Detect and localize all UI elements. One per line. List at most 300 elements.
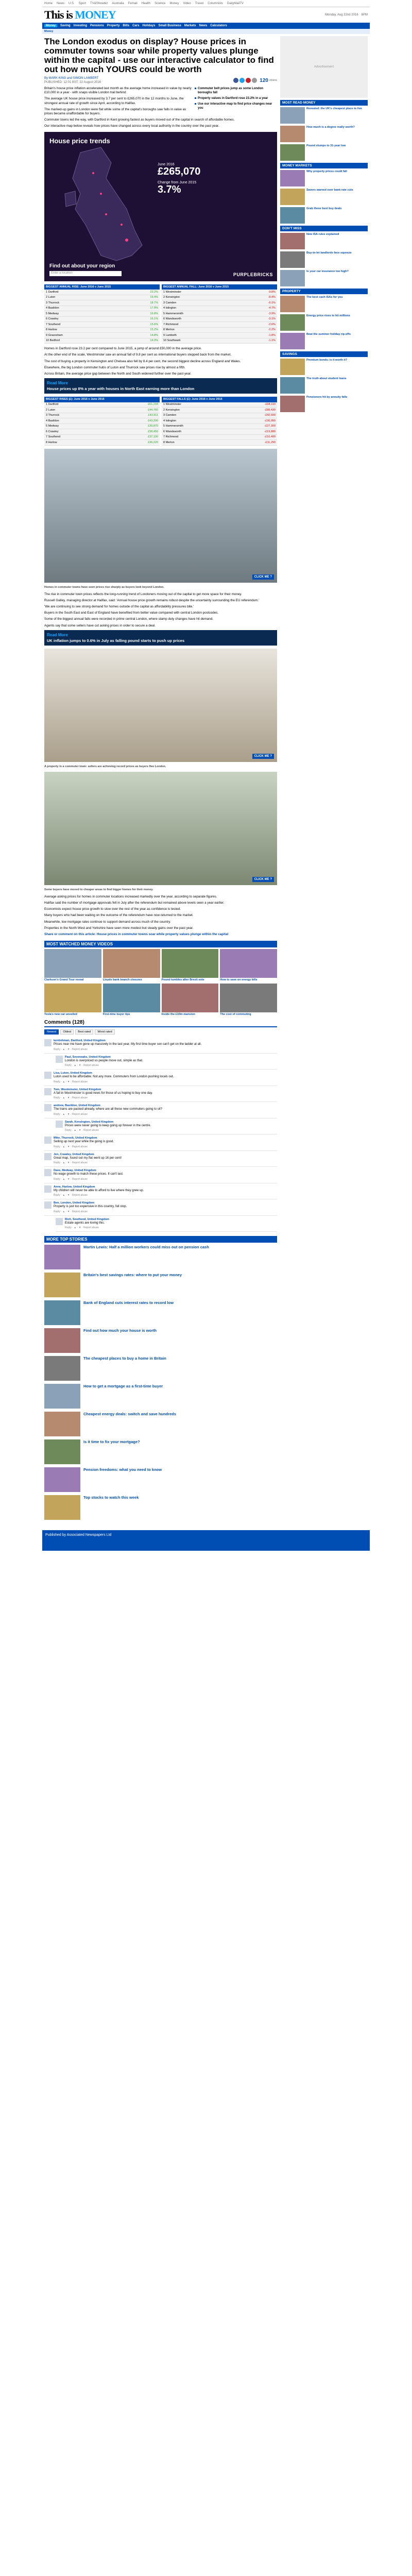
comment-author[interactable]: Tom, Westminster, United Kingdom (54, 1088, 101, 1091)
article-paragraph: Elsewhere, the big London commuter hubs of Luton and Thurrock saw prices rise by almost a fifth. (44, 365, 185, 369)
story-item[interactable] (44, 1384, 277, 1409)
comment (44, 1151, 277, 1167)
sidebar-section-heading: DON'T MISS (280, 226, 368, 231)
comment-tab-oldest[interactable]: Oldest (60, 1029, 74, 1035)
sidebar-ad: Advertisement (280, 36, 368, 98)
sidebar-story[interactable] (280, 270, 368, 286)
nav-item-holidays[interactable]: Holidays (142, 24, 156, 27)
comment (44, 1199, 277, 1216)
twitter-icon[interactable] (239, 78, 245, 83)
ranking-value: £61,218 (148, 403, 158, 406)
ranking-area: 2 Luton (46, 296, 56, 299)
top-link-travel[interactable]: Travel (195, 2, 204, 5)
video-title[interactable]: Lloyds bank branch closures (102, 978, 142, 982)
ranking-value: £43,911 (148, 414, 158, 417)
article-paragraph: Halifax said the number of mortgage approvals fell in July after the referendum but remained above levels seen a year earlier. (44, 901, 225, 905)
ranking-row (44, 311, 160, 317)
bullet-point: Property values in Dartford rose 23.2% in a year (195, 96, 277, 100)
rankings-tables-1 (44, 284, 277, 344)
sidebar-headline[interactable]: Pensioners hit by annuity falls (306, 396, 348, 399)
nav-item-saving[interactable]: Saving (60, 24, 71, 27)
comment-tab-bestrated[interactable]: Best rated (75, 1029, 93, 1035)
nav-item-pensions[interactable]: Pensions (90, 24, 104, 27)
article-photo-3 (44, 772, 277, 885)
avatar (44, 1088, 52, 1095)
ranking-row (162, 413, 277, 419)
comment (44, 1183, 277, 1200)
top-link-australia[interactable]: Australia (112, 2, 124, 5)
sidebar-story[interactable] (280, 233, 368, 249)
article-paragraph: 'We are continuing to see strong demand for homes outside of the capital as affordability pressures bite.' (44, 605, 194, 609)
story-item[interactable] (44, 1328, 277, 1353)
date-label: Monday, Aug 22nd 2016 (325, 13, 358, 16)
story-thumbnail[interactable] (44, 1328, 80, 1353)
story-headline[interactable]: Britain's best savings rates: where to put your money (83, 1273, 182, 1278)
comment-actions[interactable]: Reply · ▲ · ▼ · Report abuse (54, 1096, 88, 1100)
sidebar-story[interactable] (280, 207, 368, 224)
read-more-heading: Read More (47, 381, 68, 386)
comment-author[interactable]: Mike, Thurrock, United Kingdom (54, 1137, 97, 1140)
story-headline[interactable]: Pension freedoms: what you need to know (83, 1467, 162, 1472)
comment-text: A fall in Westminster is good news for those of us hoping to buy one day. (54, 1091, 153, 1095)
sidebar-thumbnail[interactable] (280, 107, 305, 124)
comment-text: My children will never be able to afford to live where they grew up. (54, 1189, 144, 1192)
sidebar-thumbnail[interactable] (280, 333, 305, 349)
ranking-area: 8 Harlow (46, 328, 57, 332)
photo-caption-1: Homes in commuter towns have seen prices rise sharply as buyers look beyond London. (44, 585, 164, 589)
ranking-row (162, 418, 277, 424)
ranking-value: -£11,250 (264, 440, 276, 444)
sidebar-headline[interactable]: Why property prices could fall (306, 170, 347, 173)
comment-actions[interactable]: Reply · ▲ · ▼ · Report abuse (65, 1064, 99, 1067)
top-link-health[interactable]: Health (141, 2, 151, 5)
nav-item-money[interactable]: Money (44, 24, 57, 27)
more-stories-heading: MORE TOP STORIES (44, 1236, 277, 1243)
ranking-row (162, 328, 277, 333)
ranking-row (44, 295, 160, 301)
video-card[interactable] (220, 984, 277, 1016)
comment-author[interactable]: Lisa, Luton, United Kingdom (54, 1072, 92, 1075)
top-link-sport[interactable]: Sport (78, 2, 87, 5)
expand-photo-button-3[interactable]: CLICK ME ? (252, 877, 274, 882)
article-title: The London exodus on display? House prices in commuter towns soar while property values plunge within the capital - use our interactive calculator to find out how much YOURS could be worth (44, 37, 274, 74)
ranking-table (162, 397, 277, 446)
comment-author[interactable]: Ben, London, United Kingdom (54, 1201, 95, 1205)
sidebar-thumbnail[interactable] (280, 270, 305, 286)
story-headline[interactable]: Bank of England cuts interest rates to record low (83, 1300, 174, 1306)
top-link-tvshowbiz[interactable]: TV&Showbiz (90, 2, 108, 5)
columns (42, 34, 370, 1525)
top-link-science[interactable]: Science (154, 2, 166, 5)
ranking-row (162, 408, 277, 413)
story-item[interactable] (44, 1495, 277, 1520)
video-title[interactable]: Clarkson's Grand Tour reveal (44, 978, 84, 982)
ranking-value: 19.4% (150, 296, 158, 299)
ranking-area: 10 Bedford (46, 339, 60, 343)
nav-item-calculators[interactable]: Calculators (210, 24, 227, 27)
avatar (56, 1121, 63, 1128)
article-paragraph: The cost of buying a property in Kensington and Chelsea also fell by 8.4 per cent, the second biggest decline across England and Wales. (44, 359, 241, 363)
expand-photo-button[interactable]: CLICK ME ? (252, 574, 274, 580)
top-link-money[interactable]: Money (169, 2, 179, 5)
ranking-area: 3 Thurrock (46, 301, 60, 304)
story-thumbnail[interactable] (44, 1356, 80, 1381)
ranking-area: 2 Kensington (163, 408, 180, 412)
story-thumbnail[interactable] (44, 1495, 80, 1520)
comment-actions[interactable]: Reply · ▲ · ▼ · Report abuse (54, 1047, 88, 1051)
ranking-area: 9 Lambeth (163, 333, 177, 337)
comment-actions[interactable]: Reply · ▲ · ▼ · Report abuse (65, 1226, 99, 1230)
ranking-value: 16.1% (150, 317, 158, 321)
byline[interactable]: By MARK KING and SIMON LAMBERT (44, 77, 99, 80)
sidebar-section-heading: MONEY MARKETS (280, 163, 368, 168)
article-paragraph: Properties in the North West and Yorkshire have seen more modest but steady gains over the past year. (44, 926, 194, 930)
sidebar-headline[interactable]: Revealed: the UK's cheapest place to live (306, 107, 362, 110)
story-item[interactable] (44, 1245, 277, 1269)
video-card[interactable] (44, 984, 101, 1016)
nav-item-investing[interactable]: Investing (73, 24, 88, 27)
pinterest-icon[interactable] (246, 78, 251, 83)
share-buttons (233, 78, 277, 83)
weather-label: 6PM (361, 13, 368, 16)
ranking-area: 5 Medway (46, 312, 59, 315)
sidebar-thumbnail[interactable] (280, 314, 305, 331)
comment (44, 1167, 277, 1183)
ranking-row (162, 306, 277, 312)
video-thumbnail[interactable] (162, 984, 219, 1012)
ranking-value: 16.8% (150, 312, 158, 315)
article-paragraph: Buyers in the South East and East of England have benefited from better value compared with central London postcodes. (44, 611, 219, 615)
video-thumbnail[interactable] (103, 984, 160, 1012)
article-body-4 (44, 895, 277, 930)
sidebar-thumbnail[interactable] (280, 170, 305, 187)
comment-actions[interactable]: Reply · ▲ · ▼ · Report abuse (54, 1210, 88, 1213)
sidebar-thumbnail[interactable] (280, 144, 305, 161)
expand-photo-button-2[interactable]: CLICK ME ? (252, 754, 274, 759)
ranking-row (162, 440, 277, 446)
avatar (44, 1185, 52, 1193)
comment-sort-tabs (44, 1029, 277, 1035)
rankings-tables-2 (44, 397, 277, 446)
sidebar-headline[interactable]: How much is a degree really worth? (306, 126, 355, 129)
comment-author[interactable]: kentishman, Dartford, United Kingdom (54, 1039, 106, 1043)
ranking-value: 15.2% (150, 328, 158, 332)
ranking-row (44, 328, 160, 333)
sidebar-thumbnail[interactable] (280, 359, 305, 375)
sidebar-headline[interactable]: Beat the summer holiday rip-offs (306, 333, 351, 336)
ranking-area: 4 Basildon (46, 419, 59, 422)
sidebar-headline[interactable]: Buy-to-let landlords face squeeze (306, 251, 352, 255)
bullet-point: Commuter belt prices jump as some London boroughs fall (195, 87, 277, 95)
top-link-dailymailtv[interactable]: DailyMailTV (227, 2, 244, 5)
video-card[interactable] (44, 949, 101, 982)
ranking-table-header: BIGGEST ANNUAL RISE: June 2016 v June 2015 (44, 284, 160, 290)
sidebar-thumbnail[interactable] (280, 377, 305, 394)
story-headline[interactable]: Find out how much your house is worth (83, 1328, 157, 1333)
ranking-row (162, 295, 277, 301)
video-card[interactable] (103, 984, 160, 1016)
sidebar-thumbnail[interactable] (280, 296, 305, 312)
sidebar-headline[interactable]: The truth about student loans (306, 377, 347, 380)
nav-item-cars[interactable]: Cars (132, 24, 140, 27)
comment-tab-worstrated[interactable]: Worst rated (95, 1029, 114, 1035)
sidebar-thumbnail[interactable] (280, 233, 305, 249)
ranking-area: 1 Westminster (163, 403, 182, 406)
ranking-row (44, 322, 160, 328)
top-links-bar (42, 0, 370, 7)
comment-actions[interactable]: Reply · ▲ · ▼ · Report abuse (54, 1112, 88, 1116)
email-icon[interactable] (252, 78, 257, 83)
sponsor-logo: PURPLEBRICKS (233, 272, 273, 277)
comment-tab-newest[interactable]: Newest (44, 1029, 59, 1035)
comment-actions[interactable]: Reply · ▲ · ▼ · Report abuse (54, 1177, 88, 1181)
ranking-row (44, 300, 160, 306)
story-thumbnail[interactable] (44, 1439, 80, 1464)
story-item[interactable] (44, 1356, 277, 1381)
facebook-icon[interactable] (233, 78, 238, 83)
sidebar-story[interactable] (280, 359, 368, 375)
ranking-area: 9 Gravesham (46, 333, 63, 337)
ranking-area: 6 Wandsworth (163, 317, 181, 321)
comment-author[interactable]: Jen, Crawley, United Kingdom (54, 1153, 94, 1156)
ranking-area: 5 Hammersmith (163, 425, 183, 428)
sidebar-story[interactable] (280, 144, 368, 161)
top-link-home[interactable]: Home (44, 2, 53, 5)
sidebar-thumbnail[interactable] (280, 396, 305, 412)
article-paragraph: Many buyers who had been waiting on the outcome of the referendum have now returned to the market. (44, 913, 194, 918)
story-headline[interactable]: Martin Lewis: Half a million workers could miss out on pension cash (83, 1245, 209, 1250)
published-date: PUBLISHED: 12:01 BST, 22 August 2016 (44, 81, 101, 84)
video-title[interactable]: First-time buyer tips (102, 1013, 130, 1016)
nav-item-property[interactable]: Property (107, 24, 120, 27)
bullet-point: Use our interactive map to find price changes near you (195, 102, 277, 110)
read-more-link[interactable]: House prices up 8% a year with houses in North East earning more than London (47, 386, 195, 392)
ranking-row (44, 440, 160, 446)
article-paragraph: The rise in commuter town prices reflects the long-running trend of Londoners moving out of the capital to get more space for their money. (44, 592, 242, 596)
sidebar-thumbnail[interactable] (280, 189, 305, 205)
sidebar-story[interactable] (280, 251, 368, 268)
sidebar-story[interactable] (280, 189, 368, 205)
video-title[interactable]: Pound tumbles after Brexit vote (161, 978, 204, 982)
sidebar-thumbnail[interactable] (280, 251, 305, 268)
nav-item-news[interactable]: News (199, 24, 208, 27)
video-card[interactable] (162, 949, 219, 982)
top-link-columnists[interactable]: Columnists (208, 2, 223, 5)
map-find-label: Find out about your region (49, 263, 115, 269)
story-headline[interactable]: Top stocks to watch this week (83, 1495, 139, 1500)
read-more-box-1[interactable] (44, 378, 277, 394)
share-cta[interactable]: Share or comment on this article: House prices in commuter towns soar while property values plunge within the capital (44, 933, 229, 937)
ranking-value: 18.7% (150, 301, 158, 304)
comment (44, 1037, 277, 1054)
sidebar-story[interactable] (280, 107, 368, 124)
sidebar-story[interactable] (280, 296, 368, 312)
sidebar-headline[interactable]: Savers warned over bank rate cuts (306, 189, 353, 192)
sidebar-story[interactable] (280, 314, 368, 331)
ranking-row (44, 317, 160, 323)
ranking-row (44, 413, 160, 419)
story-item[interactable] (44, 1300, 277, 1325)
ranking-value: 15.6% (150, 323, 158, 326)
sidebar-thumbnail[interactable] (280, 207, 305, 224)
photo-caption-2: A property in a commuter town: sellers are achieving record prices as buyers flee London. (44, 765, 166, 768)
nav-item-smallbusiness[interactable]: Small Business (158, 24, 181, 27)
video-thumbnail[interactable] (44, 984, 101, 1012)
avatar (44, 1039, 52, 1046)
story-headline[interactable]: How to get a mortgage as a first-time buyer (83, 1384, 163, 1389)
interactive-map[interactable] (44, 132, 277, 281)
video-card[interactable] (162, 984, 219, 1016)
comment-actions[interactable]: Reply · ▲ · ▼ · Report abuse (54, 1080, 88, 1083)
comment-text: Property is just too expensive in this country, full stop. (54, 1205, 127, 1209)
story-item[interactable] (44, 1467, 277, 1492)
sidebar-thumbnail[interactable] (280, 126, 305, 142)
story-thumbnail[interactable] (44, 1300, 80, 1325)
video-card[interactable] (220, 949, 277, 982)
story-thumbnail[interactable] (44, 1245, 80, 1269)
article-paragraph: Average asking prices for homes in commuter locations increased markedly over the year, according to separate figures. (44, 894, 217, 899)
comment-author[interactable]: Rich, Southend, United Kingdom (65, 1217, 109, 1221)
video-title[interactable]: Tesla's new car unveiled (44, 1013, 77, 1016)
ranking-area: 4 Islington (163, 419, 177, 422)
footer-text: Published by Associated Newspapers Ltd (45, 1533, 112, 1537)
article-paragraph: Agents say that some sellers have cut asking prices in order to secure a deal. (44, 623, 156, 628)
comment-text: Prices near me have gone up massively in the last year. My first time buyer son can't get on the ladder at all. (54, 1043, 202, 1046)
comments-title: Comments (128) (44, 1020, 277, 1027)
ranking-area: 6 Wandsworth (163, 430, 181, 433)
story-item[interactable] (44, 1273, 277, 1297)
read-more-link-2[interactable]: UK inflation jumps to 0.6% in July as falling pound starts to push up prices (47, 638, 185, 643)
comment (44, 1102, 277, 1118)
sidebar-story[interactable] (280, 126, 368, 142)
video-card[interactable] (103, 949, 160, 982)
ranking-value: 17.9% (150, 307, 158, 310)
comment-actions[interactable]: Reply · ▲ · ▼ · Report abuse (54, 1145, 88, 1148)
sidebar-story[interactable] (280, 170, 368, 187)
sidebar-headline[interactable]: Pound slumps to 31-year low (306, 144, 346, 147)
sidebar-headline[interactable]: New ISA rules explained (306, 233, 339, 236)
photo-caption-3: Some buyers have moved to cheaper areas to find bigger homes for their money. (44, 888, 153, 891)
video-thumbnail[interactable] (44, 949, 101, 978)
read-more-heading-2: Read More (47, 632, 68, 637)
top-link-femail[interactable]: Femail (128, 2, 138, 5)
sidebar-section-heading: SAVINGS (280, 351, 368, 357)
nav-item-markets[interactable]: Markets (184, 24, 196, 27)
story-headline[interactable]: Is it time to fix your mortgage? (83, 1439, 140, 1445)
comment-author[interactable]: Paul, Sevenoaks, United Kingdom (65, 1055, 111, 1059)
map-location-input[interactable]: Enter a location (49, 271, 122, 276)
comment-text: Great map, found out my flat went up 16 per cent! (54, 1156, 122, 1160)
comment-actions[interactable]: Reply · ▲ · ▼ · Report abuse (54, 1161, 88, 1165)
sidebar-story[interactable] (280, 333, 368, 349)
comment-author[interactable]: Dave, Medway, United Kingdom (54, 1169, 96, 1173)
sidebar-headline[interactable]: Grab these best buy deals (306, 207, 342, 210)
story-thumbnail[interactable] (44, 1384, 80, 1409)
video-thumbnail[interactable] (220, 984, 277, 1012)
story-thumbnail[interactable] (44, 1467, 80, 1492)
avatar (44, 1201, 52, 1209)
comment-author[interactable]: Sarah, Kensington, United Kingdom (65, 1120, 114, 1124)
top-link-us[interactable]: U.S. (68, 2, 75, 5)
comment-text: London is overpriced so people move out, simple as that. (65, 1059, 143, 1062)
ranking-area: 6 Crawley (46, 317, 59, 321)
ranking-value: £36,220 (148, 440, 158, 444)
video-thumbnail[interactable] (103, 949, 160, 978)
article-paragraph: The marked-up gains in London were flat while some of the capital's boroughs saw falls in value as prices became unaffordable for buyers. (44, 107, 186, 116)
ranking-row (162, 333, 277, 338)
ranking-area: 7 Southend (46, 323, 61, 326)
story-headline[interactable]: The cheapest places to buy a home in Britain (83, 1356, 166, 1361)
ranking-row (44, 435, 160, 440)
ranking-value: -£16,400 (264, 435, 276, 439)
map-avg-label: June 2016 (158, 162, 175, 166)
ranking-value: -£27,300 (264, 425, 276, 428)
nav-item-bills[interactable]: Bills (123, 24, 130, 27)
ranking-area: 8 Merton (163, 328, 175, 332)
story-thumbnail[interactable] (44, 1273, 80, 1297)
ranking-value: -8.4% (268, 296, 276, 299)
ranking-row (162, 429, 277, 435)
story-item[interactable] (44, 1439, 277, 1464)
subnav-home[interactable]: Money (44, 30, 54, 33)
video-title[interactable]: Inside the £10m mansion (161, 1013, 195, 1016)
story-thumbnail[interactable] (44, 1412, 80, 1436)
comment-author[interactable]: andrew, Basildon, United Kingdom (54, 1104, 100, 1108)
sidebar-story[interactable] (280, 377, 368, 394)
ranking-table (44, 397, 160, 446)
story-headline[interactable]: Cheapest energy deals: switch and save hundreds (83, 1412, 177, 1417)
sidebar-section-heading: PROPERTY (280, 289, 368, 294)
sidebar-headline[interactable]: Is your car insurance too high? (306, 270, 349, 273)
ranking-row (44, 402, 160, 408)
comment-actions[interactable]: Reply · ▲ · ▼ · Report abuse (54, 1194, 88, 1197)
ranking-value: £38,450 (148, 430, 158, 433)
video-thumbnail[interactable] (162, 949, 219, 978)
comment (44, 1070, 277, 1086)
map-summary (158, 163, 200, 195)
top-link-news[interactable]: News (57, 2, 65, 5)
story-item[interactable] (44, 1412, 277, 1436)
sidebar-headline[interactable]: The best cash ISAs for you (306, 296, 343, 299)
ranking-row (44, 338, 160, 344)
ranking-area: 7 Richmond (163, 435, 179, 439)
read-more-box-2[interactable] (44, 630, 277, 646)
ranking-value: £39,870 (148, 425, 158, 428)
map-change-label: Change from June 2015 (158, 180, 197, 184)
sidebar-headline[interactable]: Energy price rises to hit millions (306, 314, 350, 317)
comment-author[interactable]: Anne, Harlow, United Kingdom (54, 1185, 95, 1189)
sub-nav (42, 29, 370, 34)
comment-actions[interactable]: Reply · ▲ · ▼ · Report abuse (65, 1129, 99, 1132)
avatar (44, 1104, 52, 1111)
ranking-value: -2.6% (268, 323, 276, 326)
ranking-value: -£42,600 (264, 414, 276, 417)
video-title[interactable]: How to save on energy bills (220, 978, 258, 982)
sidebar-story[interactable] (280, 396, 368, 412)
video-title[interactable]: The cost of commuting (220, 1013, 251, 1016)
avatar (44, 1153, 52, 1160)
site-logo[interactable]: This is MONEY (44, 8, 116, 21)
avatar (44, 1169, 52, 1176)
video-thumbnail[interactable] (220, 949, 277, 978)
sidebar-headline[interactable]: Premium bonds: is it worth it? (306, 359, 348, 362)
top-link-video[interactable]: Video (183, 2, 191, 5)
article-body-3 (44, 592, 277, 628)
ranking-area: 8 Merton (163, 440, 175, 444)
avatar (56, 1218, 63, 1225)
watched-heading: MOST WATCHED MONEY VIDEOS (44, 941, 277, 947)
ranking-area: 8 Harlow (46, 440, 57, 444)
